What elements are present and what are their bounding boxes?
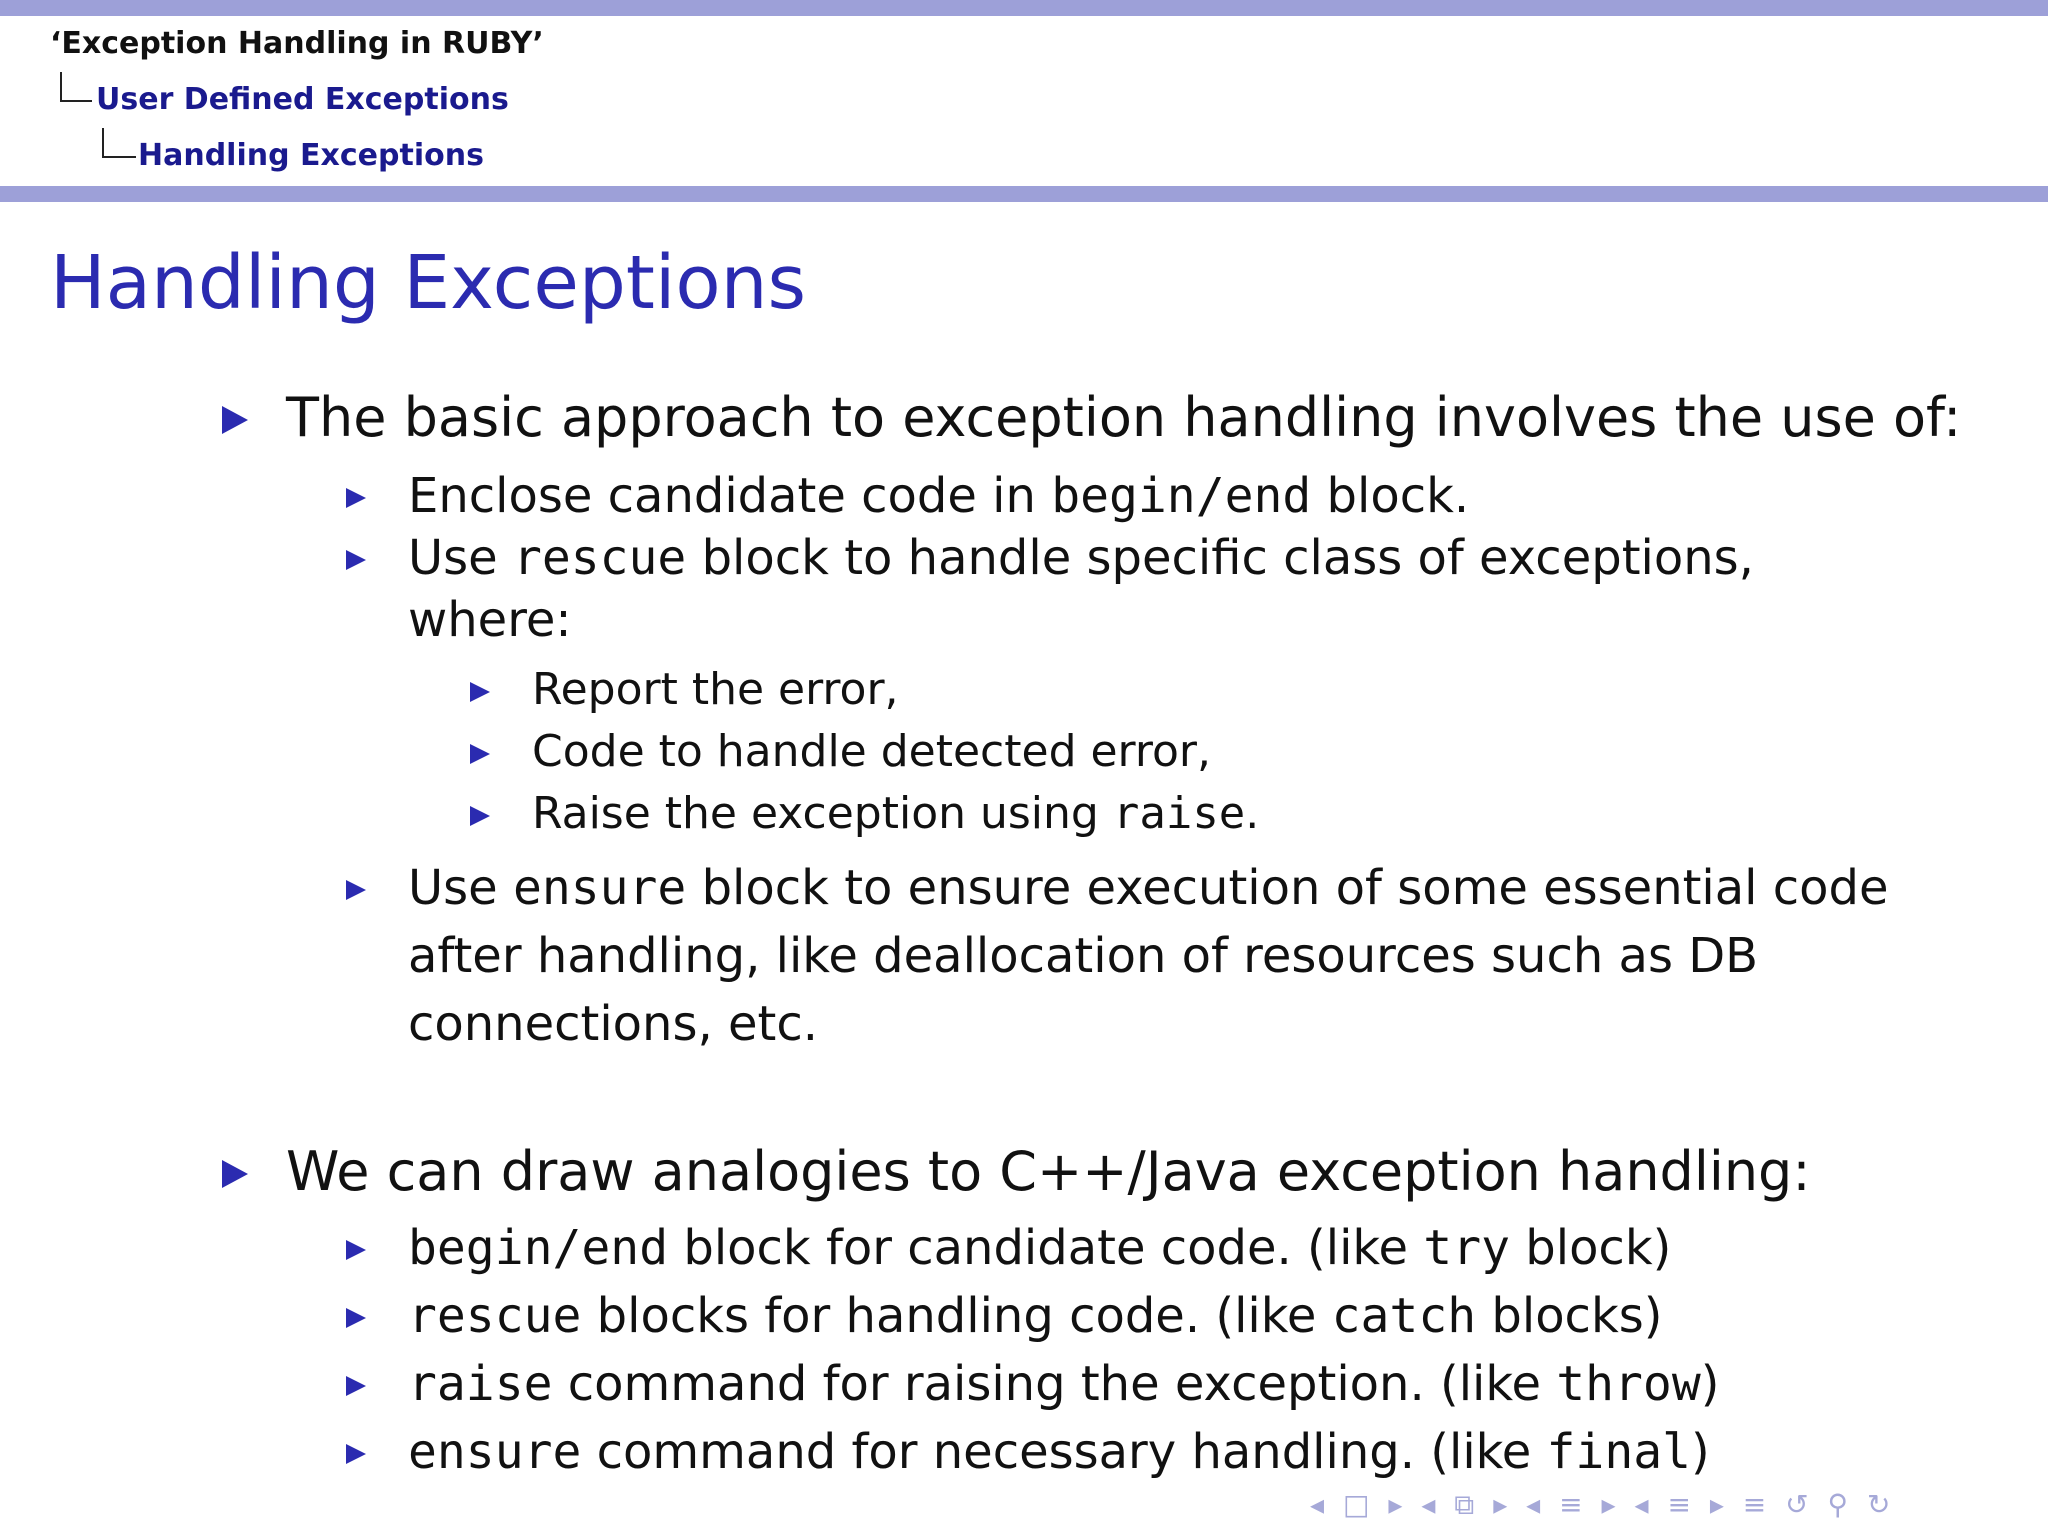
bullet-triangle-icon: [346, 550, 366, 570]
text: block to handle specific class of exceptions,: [686, 530, 1754, 586]
sub-sub-bullet-code-handle: Code to handle detected error,: [532, 726, 1211, 777]
nav-next-slide-icon[interactable]: ▸: [1493, 1488, 1512, 1521]
code-begin-end: begin/end: [408, 1220, 669, 1276]
bullet-triangle-icon: [346, 488, 366, 508]
sub-bullet-raise-throw: [408, 1356, 1719, 1412]
text: command for raising the exception. (like: [552, 1356, 1557, 1412]
nav-next-frame-icon[interactable]: ▸: [1388, 1488, 1407, 1521]
bullet-triangle-icon: [346, 880, 366, 900]
bullet-triangle-icon: [470, 744, 490, 764]
text: Raise the exception using: [532, 788, 1113, 839]
sub-bullet-ensure-final: [408, 1424, 1710, 1480]
text: block.: [1311, 468, 1470, 524]
code-begin-end: begin/end: [1051, 468, 1312, 524]
code-throw: throw: [1556, 1356, 1701, 1412]
sub-bullet-enclose: [408, 468, 1469, 524]
text: block for candidate code. (like: [668, 1220, 1424, 1276]
bullet-analogies: We can draw analogies to C++/Java exception handling:: [286, 1140, 1811, 1203]
bullet-triangle-icon: [222, 406, 248, 434]
bullet-triangle-icon: [346, 1308, 366, 1328]
text: Use: [408, 530, 513, 586]
nav-toc-icon[interactable]: ≡: [1742, 1488, 1771, 1521]
text: block): [1510, 1220, 1672, 1276]
nav-next-section-icon[interactable]: ▸: [1709, 1488, 1728, 1521]
breadcrumb-section[interactable]: User Defined Exceptions: [96, 82, 509, 117]
tree-connector-icon: [60, 72, 92, 102]
text: blocks for handling code. (like: [581, 1288, 1332, 1344]
bullet-triangle-icon: [346, 1240, 366, 1260]
beamer-navigation-bar: [1310, 1488, 1896, 1522]
sub-sub-bullet-raise: [532, 788, 1259, 839]
sub-bullet-ensure-continuation-1: after handling, like deallocation of resources such as DB: [408, 928, 1759, 984]
bullet-basic-approach: The basic approach to exception handling involves the use of:: [286, 386, 1962, 449]
bullet-triangle-icon: [470, 682, 490, 702]
bullet-triangle-icon: [346, 1444, 366, 1464]
code-try: try: [1423, 1220, 1510, 1276]
header-top-bar: [0, 0, 2048, 16]
sub-bullet-rescue-continuation: where:: [408, 592, 572, 648]
nav-search-icon[interactable]: ⚲: [1827, 1488, 1853, 1521]
text: blocks): [1476, 1288, 1663, 1344]
sub-bullet-ensure: [408, 860, 1889, 916]
code-raise: raise: [408, 1356, 553, 1412]
code-ensure: ensure: [408, 1424, 582, 1480]
text: ): [1691, 1424, 1710, 1480]
nav-frame-icon[interactable]: □: [1342, 1488, 1374, 1521]
nav-forward-icon[interactable]: ↻: [1866, 1488, 1895, 1521]
text: Enclose candidate code in: [408, 468, 1052, 524]
bullet-triangle-icon: [470, 806, 490, 826]
sub-bullet-rescue: [408, 530, 1754, 586]
text: Use: [408, 860, 513, 916]
text: ): [1700, 1356, 1720, 1412]
text: block to ensure execution of some essential code: [686, 860, 1889, 916]
bullet-triangle-icon: [346, 1376, 366, 1396]
sub-bullet-ensure-continuation-2: connections, etc.: [408, 996, 818, 1052]
nav-section-icon[interactable]: ≡: [1667, 1488, 1695, 1521]
breadcrumb-subsection[interactable]: Handling Exceptions: [138, 138, 484, 173]
bullet-triangle-icon: [222, 1160, 248, 1188]
slide-title: Handling Exceptions: [50, 240, 807, 326]
nav-prev-subsection-icon[interactable]: ◂: [1526, 1488, 1545, 1521]
code-rescue: rescue: [512, 530, 687, 586]
nav-next-subsection-icon[interactable]: ▸: [1601, 1488, 1620, 1521]
sub-bullet-begin-end-try: [408, 1220, 1671, 1276]
code-ensure: ensure: [512, 860, 687, 916]
nav-prev-slide-icon[interactable]: ◂: [1421, 1488, 1440, 1521]
text: .: [1245, 788, 1260, 839]
sub-bullet-rescue-catch: [408, 1288, 1662, 1344]
nav-prev-section-icon[interactable]: ◂: [1634, 1488, 1653, 1521]
nav-slide-icon[interactable]: ⧉: [1454, 1488, 1479, 1521]
header-bottom-bar: [0, 186, 2048, 202]
text: command for necessary handling. (like: [581, 1424, 1547, 1480]
nav-back-icon[interactable]: ↺: [1785, 1488, 1813, 1521]
code-final: final: [1546, 1424, 1692, 1480]
nav-prev-frame-icon[interactable]: ◂: [1310, 1488, 1329, 1521]
nav-subsection-icon[interactable]: ≡: [1559, 1488, 1587, 1521]
breadcrumb-presentation-title[interactable]: ‘Exception Handling in RUBY’: [50, 26, 544, 61]
code-catch: catch: [1331, 1288, 1477, 1344]
code-rescue: rescue: [408, 1288, 582, 1344]
sub-sub-bullet-report: Report the error,: [532, 664, 899, 715]
tree-connector-icon: [102, 128, 136, 158]
code-raise: raise: [1112, 788, 1246, 839]
